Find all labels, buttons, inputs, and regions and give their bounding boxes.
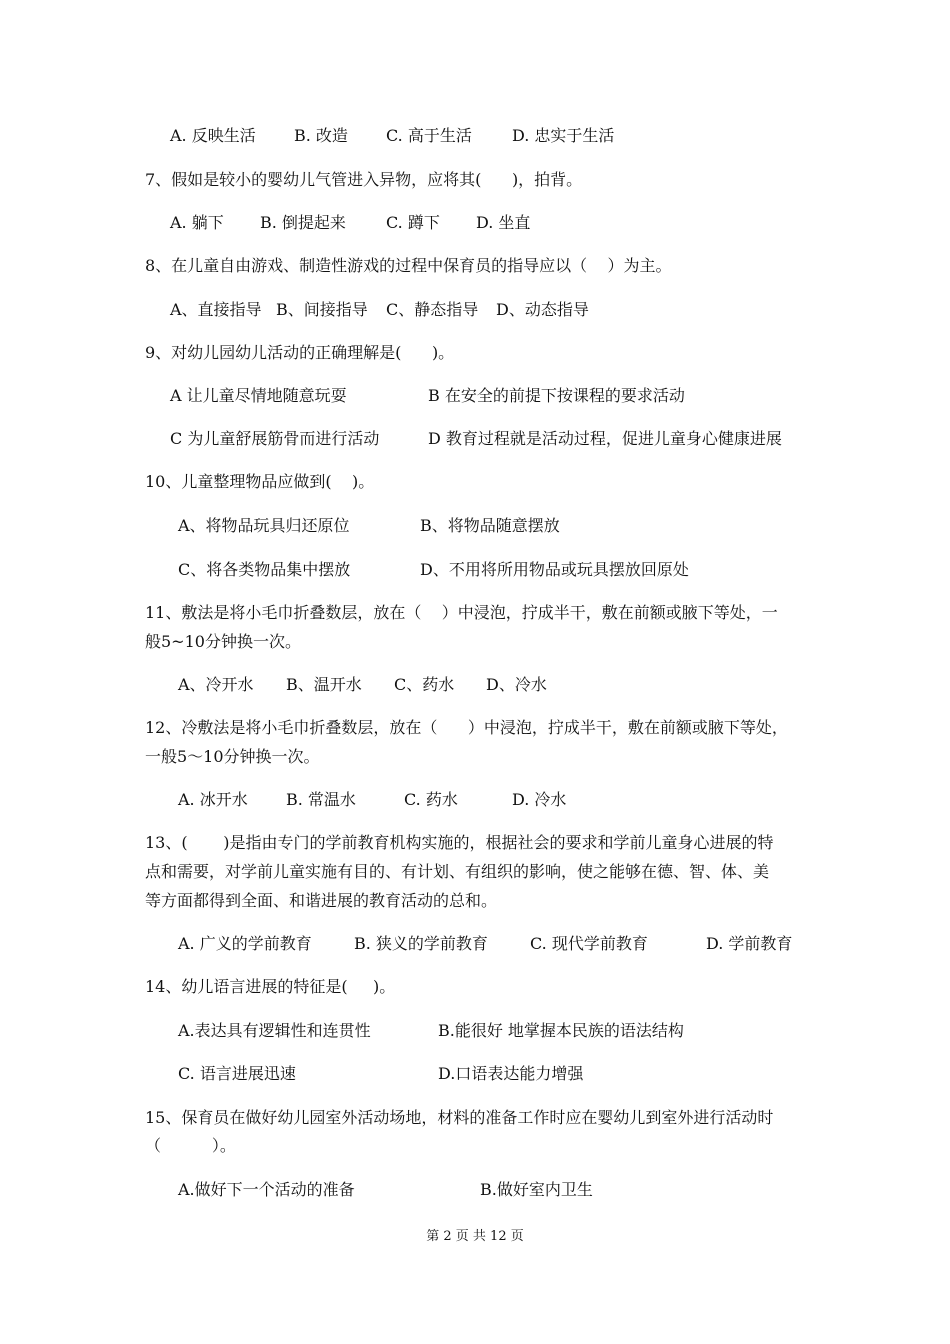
option-c: C. 蹲下 — [386, 213, 440, 232]
option-b: B 在安全的前提下按课程的要求活动 — [428, 386, 685, 405]
option-c: C. 高于生活 — [386, 126, 472, 145]
option-a: A.做好下一个活动的准备 — [178, 1180, 355, 1199]
option-c: C. 药水 — [404, 790, 458, 809]
question-13-stem-line3: 等方面都得到全面、和谐进展的教育活动的总和。 — [145, 891, 498, 910]
option-c: C、将各类物品集中摆放 — [178, 560, 351, 579]
option-a: A. 反映生活 — [170, 126, 256, 145]
option-b: B、温开水 — [286, 675, 362, 694]
option-d: D. 坐直 — [476, 213, 531, 232]
question-15-stem-line2: （ ）。 — [145, 1136, 236, 1155]
question-9-stem: 9、对幼儿园幼儿活动的正确理解是( )。 — [145, 343, 455, 362]
option-a: A. 躺下 — [170, 213, 224, 232]
option-a: A、直接指导 — [170, 300, 262, 319]
option-c: C. 现代学前教育 — [530, 934, 648, 953]
option-d: D 教育过程就是活动过程，促进儿童身心健康进展 — [428, 429, 782, 448]
option-b: B.做好室内卫生 — [480, 1180, 593, 1199]
option-a: A、将物品玩具归还原位 — [178, 516, 350, 535]
option-d: D、动态指导 — [496, 300, 589, 319]
option-a: A、冷开水 — [178, 675, 254, 694]
option-c: C. 语言进展迅速 — [178, 1064, 296, 1083]
question-12-stem-line2: 一般5～10分钟换一次。 — [145, 747, 320, 766]
question-15-stem-line1: 15、保育员在做好幼儿园室外活动场地，材料的准备工作时应在婴幼儿到室外进行活动时 — [145, 1108, 774, 1127]
option-d: D. 忠实于生活 — [512, 126, 615, 145]
option-a: A 让儿童尽情地随意玩耍 — [170, 386, 347, 405]
question-11-stem-line2: 般5~10分钟换一次。 — [145, 632, 301, 651]
option-b: B. 倒提起来 — [260, 213, 346, 232]
option-b: B. 改造 — [294, 126, 348, 145]
option-b: B. 狭义的学前教育 — [354, 934, 488, 953]
option-c: C、药水 — [394, 675, 455, 694]
option-a: A. 冰开水 — [178, 790, 248, 809]
question-10-stem: 10、儿童整理物品应做到( )。 — [145, 472, 375, 491]
option-d: D. 冷水 — [512, 790, 567, 809]
question-11-stem-line1: 11、敷法是将小毛巾折叠数层，放在（ ）中浸泡，拧成半干，敷在前额或腋下等处，一 — [145, 603, 778, 622]
option-d: D.口语表达能力增强 — [438, 1064, 584, 1083]
option-b: B、将物品随意摆放 — [420, 516, 560, 535]
option-a: A. 广义的学前教育 — [178, 934, 312, 953]
option-d: D、不用将所用物品或玩具摆放回原处 — [420, 560, 689, 579]
question-13-stem-line1: 13、( )是指由专门的学前教育机构实施的，根据社会的要求和学前儿童身心进展的特 — [145, 833, 774, 852]
option-b: B、间接指导 — [276, 300, 368, 319]
option-b: B.能很好 地掌握本民族的语法结构 — [438, 1021, 684, 1040]
option-b: B. 常温水 — [286, 790, 356, 809]
page-number-footer: 第 2 页 共 12 页 — [426, 1229, 524, 1244]
question-8-stem: 8、在儿童自由游戏、制造性游戏的过程中保育员的指导应以（ ）为主。 — [145, 256, 672, 275]
option-c: C、静态指导 — [386, 300, 479, 319]
question-14-stem: 14、幼儿语言进展的特征是( )。 — [145, 977, 396, 996]
question-13-stem-line2: 点和需要，对学前儿童实施有目的、有计划、有组织的影响，使之能够在德、智、体、美 — [145, 862, 770, 881]
option-a: A.表达具有逻辑性和连贯性 — [178, 1021, 371, 1040]
option-d: D、冷水 — [486, 675, 547, 694]
question-12-stem-line1: 12、冷敷法是将小毛巾折叠数层，放在（ ）中浸泡，拧成半干，敷在前额或腋下等处， — [145, 718, 788, 737]
question-7-stem: 7、假如是较小的婴幼儿气管进入异物，应将其( )，拍背。 — [145, 170, 583, 189]
option-c: C 为儿童舒展筋骨而进行活动 — [170, 429, 380, 448]
option-d: D. 学前教育 — [706, 934, 793, 953]
